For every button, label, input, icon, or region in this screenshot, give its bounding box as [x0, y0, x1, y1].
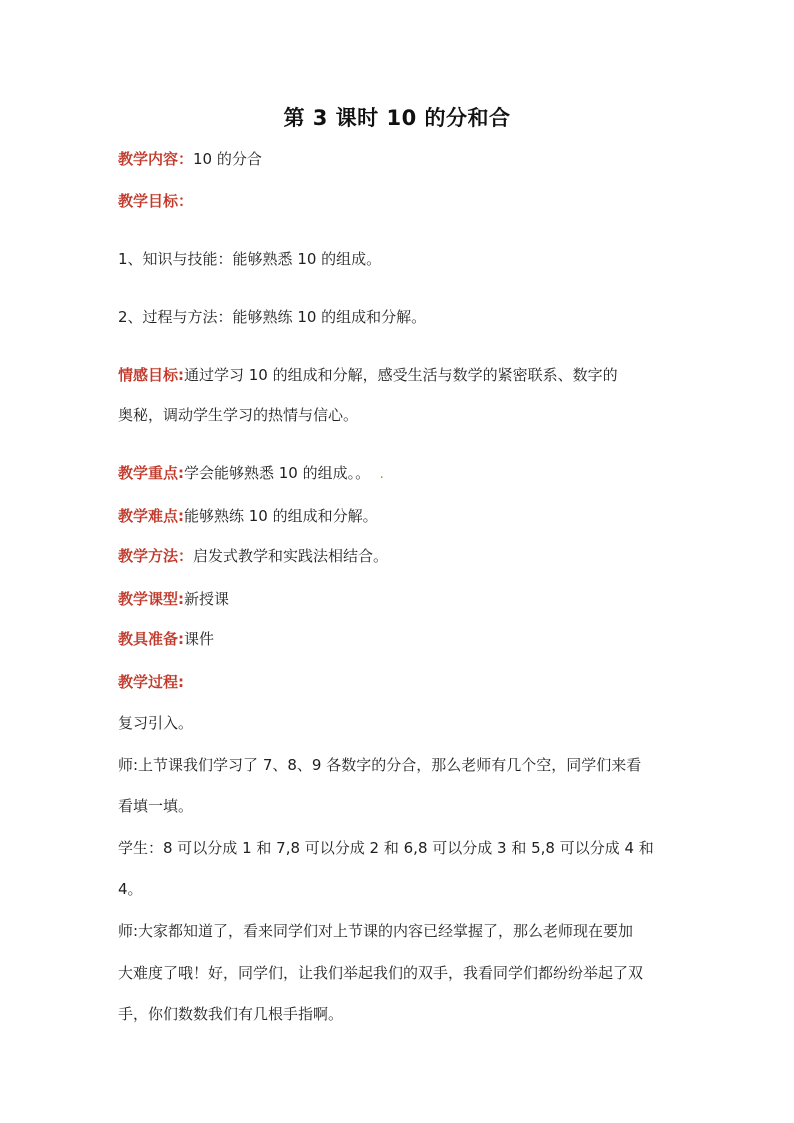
content-label: 教学内容：: [118, 150, 194, 168]
key-text: 学会能够熟悉 10 的组成。。: [184, 464, 371, 482]
process-label: 教学过程:: [118, 673, 184, 691]
difficulty-text: 能够熟练 10 的组成和分解。: [184, 507, 378, 525]
teacher2-line3: 手，你们数数我们有几根手指啊。: [118, 1005, 344, 1023]
lesson-type-label: 教学课型:: [118, 590, 184, 608]
prep-label: 教具准备:: [118, 630, 184, 648]
teacher1-line2: 看填一填。: [118, 797, 194, 815]
difficulty-row: [118, 505, 688, 527]
review-text: 复习引入。: [118, 714, 194, 732]
emotion-text-line2: 奥秘，调动学生学习的热情与信心。: [118, 406, 359, 424]
teacher2-line2: 大难度了哦！好，同学们，让我们举起我们的双手，我看同学们都纷纷举起了双: [118, 964, 644, 982]
goals-row: [118, 190, 688, 212]
goal-process: 2、过程与方法：能够熟练 10 的组成和分解。: [118, 308, 427, 326]
lesson-type-text: 新授课: [184, 590, 230, 608]
stray-mark: .: [379, 467, 384, 482]
content-row: [118, 148, 688, 170]
process-row: [118, 671, 688, 693]
teacher2-line1: 师:大家都知道了，看来同学们对上节课的内容已经掌握了，那么老师现在要加: [118, 922, 634, 940]
emotion-row: [118, 364, 688, 386]
goal-knowledge: 1、知识与技能：能够熟悉 10 的组成。: [118, 250, 382, 268]
content-text: 10 的分合: [193, 150, 262, 168]
key-label: 教学重点:: [118, 464, 184, 482]
student-line2: 4。: [118, 880, 143, 898]
emotion-label: 情感目标:: [118, 366, 184, 384]
teacher1-line1: 师:上节课我们学习了 7、8、9 各数字的分合，那么老师有几个空，同学们来看: [118, 756, 642, 774]
prep-text: 课件: [184, 630, 215, 648]
lesson-type-row: [118, 588, 688, 610]
method-label: 教学方法：: [118, 547, 194, 565]
goals-label: 教学目标：: [118, 192, 194, 210]
difficulty-label: 教学难点:: [118, 507, 184, 525]
emotion-text-line1: 通过学习 10 的组成和分解，感受生活与数学的紧密联系、数字的: [184, 366, 618, 384]
method-row: [118, 545, 688, 567]
student-line1: 学生：8 可以分成 1 和 7,8 可以分成 2 和 6,8 可以分成 3 和 5,8 可以分成 4 和: [118, 839, 654, 857]
method-text: 启发式教学和实践法相结合。: [193, 547, 389, 565]
key-row: [118, 462, 688, 486]
lesson-title: 第 3 课时 10 的分和合: [283, 106, 511, 130]
prep-row: [118, 628, 688, 650]
